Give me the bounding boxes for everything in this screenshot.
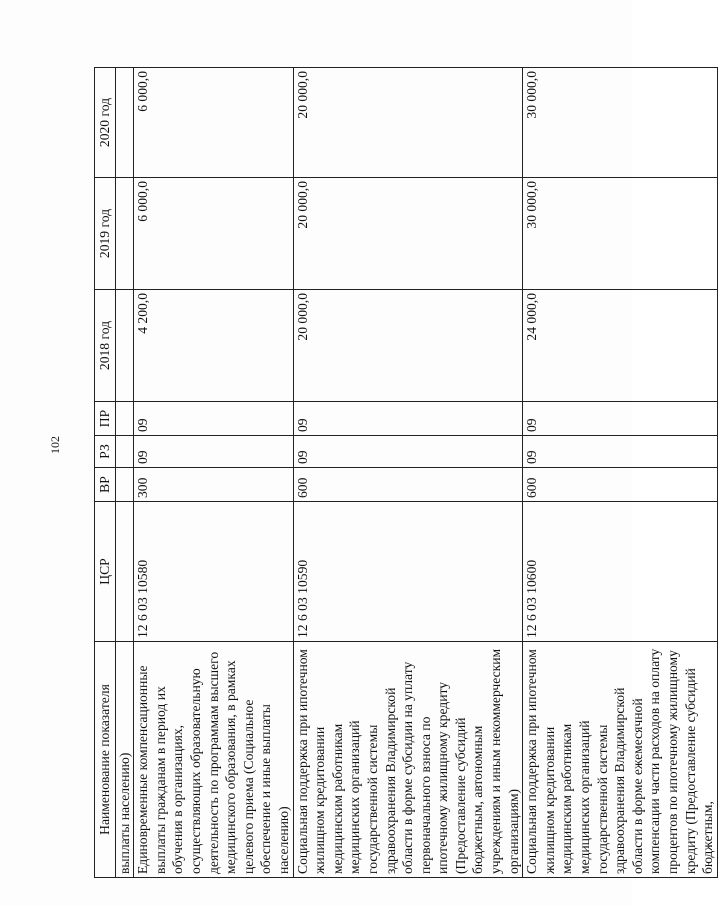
header-csr: ЦСР [95,502,116,642]
header-2020: 2020 год [95,68,116,178]
header-2019: 2019 год [95,178,116,290]
row-rz: 09 [293,436,523,468]
row-pr: 09 [293,402,523,436]
page-number: 102 [48,436,62,454]
row-vr: 600 [523,468,718,502]
header-pr: ПР [95,402,116,436]
continuation-text: выплаты населению) [115,642,134,878]
row-rz: 09 [134,436,293,468]
header-2018: 2018 год [95,290,116,402]
row-csr: 12 6 03 10590 [293,502,523,642]
row-vr: 600 [293,468,523,502]
row-pr: 09 [523,402,718,436]
table-row [523,68,718,878]
row-2019: 20 000,0 [293,178,523,290]
row-2019: 30 000,0 [523,178,718,290]
row-rz: 09 [523,436,718,468]
table-row [134,68,293,878]
continuation-row [115,68,134,878]
row-csr: 12 6 03 10580 [134,502,293,642]
row-2018: 20 000,0 [293,290,523,402]
row-2018: 24 000,0 [523,290,718,402]
row-2018: 4 200,0 [134,290,293,402]
row-name: Социальная поддержка при ипотечном жилищном кредитовании медицинским работникам медицинских организаций государственной системы здравоохранения Владимирской области в форме субсидии на уплату первоначального взноса по ипотечному жилищному кредиту (Предоставление субсидий бюджетным, автономным учреждениям и иным некоммерческим организациям) [293,642,523,878]
row-2019: 6 000,0 [134,178,293,290]
row-2020: 20 000,0 [293,68,523,178]
budget-table [94,67,718,878]
rotated-table-container [94,68,716,878]
table-row [293,68,523,878]
row-2020: 6 000,0 [134,68,293,178]
header-row [95,68,116,878]
row-2020: 30 000,0 [523,68,718,178]
row-name: Единовременные компенсационные выплаты гражданам в период их обучения в организациях, осуществляющих образовательную деятельность по программам высшего медицинского образования, в рамках целевого приема (Социальное обеспечение и иные выплаты населению) [134,642,293,878]
row-csr: 12 6 03 10600 [523,502,718,642]
row-name: Социальная поддержка при ипотечном жилищном кредитовании медицинским работникам медицинских организаций государственной системы здравоохранения Владимирской области в форме ежемесячной компенсации части расходов на оплату процентов по ипотечному жилищному кредиту (Предоставление субсидий бюджетным, [523,642,718,878]
header-vr: ВР [95,468,116,502]
row-pr: 09 [134,402,293,436]
header-name: Наименование показателя [95,642,116,878]
header-rz: РЗ [95,436,116,468]
row-vr: 300 [134,468,293,502]
